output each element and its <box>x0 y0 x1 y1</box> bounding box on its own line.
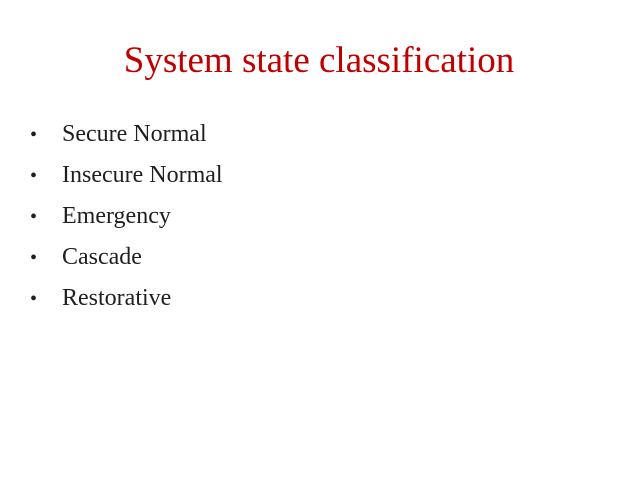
bullet-item-cascade <box>30 237 223 278</box>
bullet-marker: • <box>30 165 38 187</box>
bullet-text: Restorative <box>62 285 172 311</box>
bullet-text: Emergency <box>62 203 171 229</box>
bullet-text: Cascade <box>62 244 142 270</box>
bullet-item-restorative <box>30 278 223 319</box>
slide-title: System state classification <box>123 40 515 81</box>
bullet-item-insecure-normal <box>30 155 223 196</box>
bullet-item-secure-normal <box>30 114 223 155</box>
bullet-text: Insecure Normal <box>62 162 223 188</box>
bullet-marker: • <box>30 247 38 269</box>
bullet-marker: • <box>30 124 38 146</box>
bullet-marker: • <box>30 288 38 310</box>
bullet-list <box>30 114 223 319</box>
bullet-text: Secure Normal <box>62 121 207 147</box>
bullet-marker: • <box>30 206 38 228</box>
bullet-item-emergency <box>30 196 223 237</box>
